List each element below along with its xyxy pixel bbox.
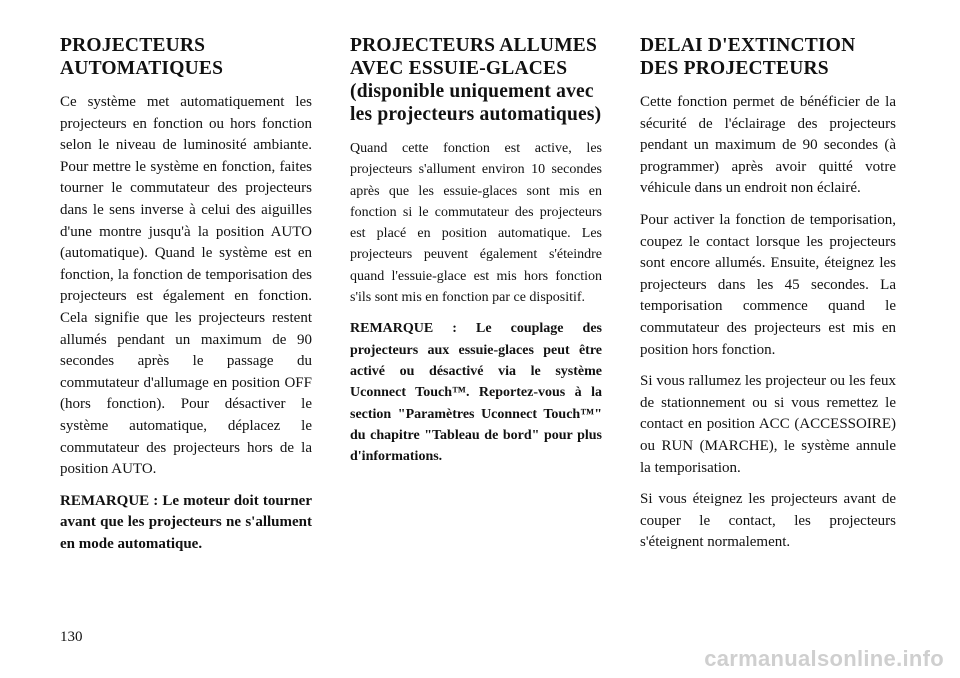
- body-paragraph: Ce système met automatiquement les projecteurs en fonction ou hors fonction selon le niveau de luminosité ambiante. Pour mettre le système en fonction, faites tourner le commutateur des projecteurs dans le sens inverse à celui des aiguilles d'une montre jusqu'à la position AUTO (automatique). Quand le système est en fonction, la fonction de temporisation des projecteurs est également en fonction. Cela signifie que les projecteurs restent allumés pendant un maximum de 90 secondes après le passage du commutateur d'allumage en position OFF (hors fonction). Pour désactiver le système automatique, déplacez le commutateur des projecteurs hors de la position AUTO.: [60, 94, 312, 478]
- column-headlights-with-wipers: [350, 34, 602, 477]
- note-paragraph: REMARQUE : Le moteur doit tourner avant que les projecteurs ne s'allument en mode automatique.: [60, 492, 312, 552]
- page-number: 130: [60, 629, 83, 645]
- body-paragraph: Si vous éteignez les projecteurs avant de couper le contact, les projecteurs s'éteignent normalement.: [640, 491, 896, 551]
- body-paragraph: Quand cette fonction est active, les projecteurs s'allument environ 10 secondes après que les essuie-glaces sont mis en fonction si le commutateur des projecteurs est placé en position automatique. Les projecteurs peuvent également s'éteindre quand l'essuie-glace est mis hors fonction s'ils sont mis en fonction par ce dispositif.: [350, 141, 602, 306]
- body-paragraph: Si vous rallumez les projecteur ou les feux de stationnement ou si vous remettez le contact en position ACC (ACCESSOIRE) ou RUN (MARCHE), le système annule la temporisation.: [640, 373, 896, 476]
- column-automatic-headlights: [60, 34, 312, 565]
- body-paragraph: Cette fonction permet de bénéficier de la sécurité de l'éclairage des projecteurs pendant un maximum de 90 secondes (à programmer) après avoir quitté votre véhicule dans un endroit non éclairé.: [640, 94, 896, 197]
- watermark: carmanualsonline.info: [704, 646, 944, 671]
- section-heading: PROJECTEURS AUTOMATIQUES: [60, 35, 224, 79]
- section-heading: DELAI D'EXTINCTION DES PROJECTEURS: [640, 35, 856, 79]
- body-paragraph: Pour activer la fonction de temporisation, coupez le contact lorsque les projecteurs sont encore allumés. Ensuite, éteignez les projecteurs dans les 45 secondes. La temporisation commence quand le commutateur des projecteurs est mis en position hors fonction.: [640, 211, 896, 358]
- column-headlight-delay: [640, 34, 896, 564]
- note-paragraph: REMARQUE : Le couplage des projecteurs aux essuie-glaces peut être activé ou désactivé via le système Uconnect Touch™. Reportez-vous à la section "Paramètres Uconnect Touch™" du chapitre "Tableau de bord" pour plus d'informations.: [350, 321, 602, 465]
- section-heading: PROJECTEURS ALLUMES AVEC ESSUIE-GLACES (disponible uniquement avec les projecteurs automatiques): [350, 35, 602, 125]
